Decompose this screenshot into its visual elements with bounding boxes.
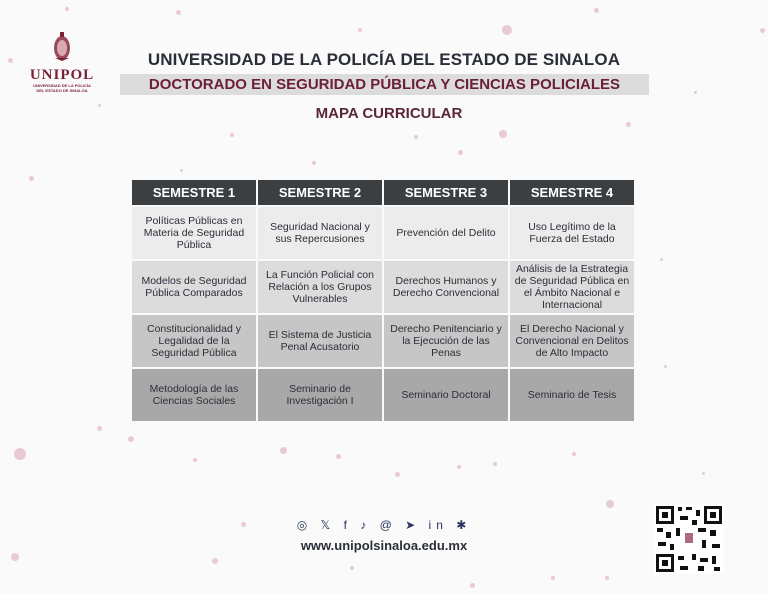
course-cell: Políticas Públicas en Materia de Seguridad Pública: [132, 207, 256, 259]
facebook-icon[interactable]: f: [343, 518, 352, 532]
social-icons: [0, 518, 768, 532]
course-cell: Seminario Doctoral: [384, 369, 508, 421]
semester-header: SEMESTRE 4: [510, 180, 634, 205]
course-cell: Prevención del Delito: [384, 207, 508, 259]
logo-subtitle-1: UNIVERSIDAD DE LA POLICÍA: [33, 83, 91, 88]
course-cell: El Derecho Nacional y Convencional en Delitos de Alto Impacto: [510, 315, 634, 367]
curriculum-title: MAPA CURRICULAR: [315, 105, 463, 122]
course-cell: Seminario de Investigación I: [258, 369, 382, 421]
course-cell: Análisis de la Estrategia de Seguridad Pública en el Ámbito Nacional e Internacional: [510, 261, 634, 313]
course-cell: Constitucionalidad y Legalidad de la Seguridad Pública: [132, 315, 256, 367]
bluesky-icon[interactable]: ✱: [456, 518, 472, 532]
tiktok-icon[interactable]: ♪: [360, 518, 372, 532]
program-title: DOCTORADO EN SEGURIDAD PÚBLICA Y CIENCIAS POLICIALES: [120, 74, 649, 95]
semester-header: SEMESTRE 2: [258, 180, 382, 205]
semester-header: SEMESTRE 3: [384, 180, 508, 205]
linkedin-icon[interactable]: in: [428, 518, 448, 532]
course-cell: Derecho Penitenciario y la Ejecución de las Penas: [384, 315, 508, 367]
threads-icon[interactable]: @: [379, 518, 397, 532]
course-cell: Seminario de Tesis: [510, 369, 634, 421]
semester-header: SEMESTRE 1: [132, 180, 256, 205]
course-cell: Seguridad Nacional y sus Repercusiones: [258, 207, 382, 259]
instagram-icon[interactable]: ◎: [296, 518, 313, 532]
qr-code-icon[interactable]: [654, 504, 724, 574]
telegram-icon[interactable]: ➤: [405, 518, 421, 532]
course-cell: Uso Legítimo de la Fuerza del Estado: [510, 207, 634, 259]
course-cell: Modelos de Seguridad Pública Comparados: [132, 261, 256, 313]
course-cell: Metodología de las Ciencias Sociales: [132, 369, 256, 421]
course-cell: El Sistema de Justicia Penal Acusatorio: [258, 315, 382, 367]
curriculum-table: [132, 180, 634, 421]
logo-brand: UNIPOL: [29, 67, 95, 83]
logo-subtitle-2: DEL ESTADO DE SINALOA: [36, 88, 88, 93]
university-title: UNIVERSIDAD DE LA POLICÍA DEL ESTADO DE SINALOA: [147, 50, 621, 69]
x-icon[interactable]: 𝕏: [320, 518, 336, 532]
course-cell: La Función Policial con Relación a los Grupos Vulnerables: [258, 261, 382, 313]
website-link[interactable]: www.unipolsinaloa.edu.mx: [300, 538, 468, 553]
course-cell: Derechos Humanos y Derecho Convencional: [384, 261, 508, 313]
